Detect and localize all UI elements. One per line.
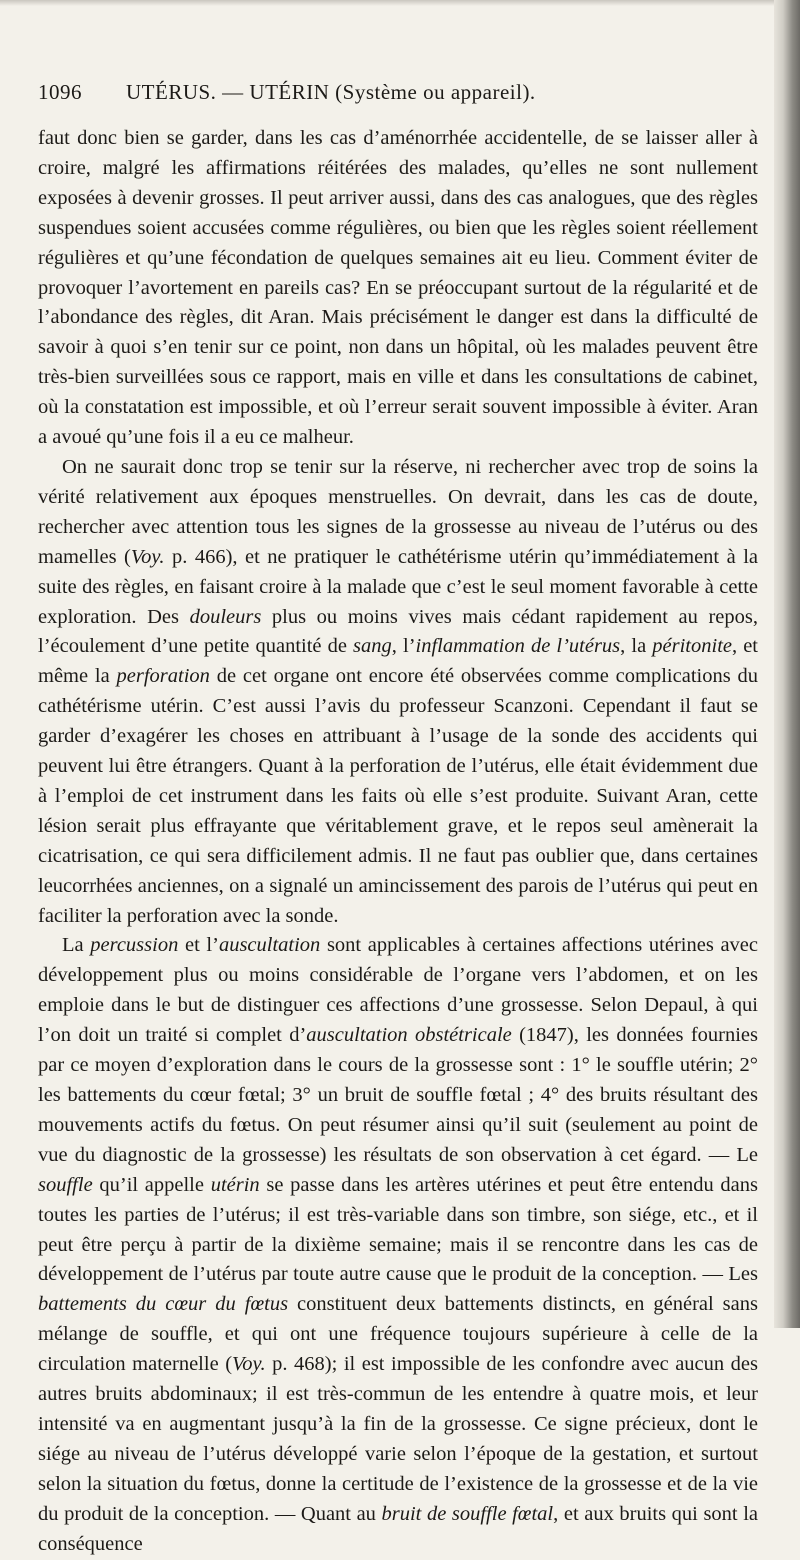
italic-run: percussion <box>90 934 179 957</box>
running-head: UTÉRUS. — UTÉRIN (Système ou appareil). <box>126 80 536 104</box>
text-run: On ne saurait donc trop se tenir sur la réserve, ni rechercher avec trop de soins la vérité relativement aux époques menstruelles. On devrait, dans les cas de doute, rechercher avec attention tous les signes de la grossesse au niveau de l’utérus ou des mamelles ( <box>38 455 758 568</box>
italic-run: auscultation obstétricale <box>306 1024 512 1047</box>
text-run: faut donc bien se garder, dans les cas d’aménorrhée accidentelle, de se laisser aller à croire, malgré les affirmations réitérées des malades, qu’elles ne sont nullement exposées à devenir grosses. Il peut arriver aussi, dans des cas analogues, que des règles suspendues soient accusées comme régulières, ou bien que les règles soient réellement régulières et qu’une fécondation de quelques semaines ait eu lieu. Comment éviter de provoquer l’avortement en pareils cas? En se préoccupant surtout de la régularité et de l’abondance des règles, dit Aran. Mais précisément le danger est dans la difficulté de savoir à quoi s’en tenir sur ce point, non dans un hôpital, où les malades peuvent être très-bien surveillées sous ce rapport, mais en ville et dans les consultations de cabinet, où la constatation est impossible, et où l’erreur serait souvent impossible à éviter. Aran a avoué qu’une fois il a eu ce malheur. <box>38 127 758 449</box>
italic-run: perforation <box>116 665 210 688</box>
text-run: constituent deux battements distincts, en général sans mélange de souffle, et qui ont une fréquence toujours supérieure à celle de la circulation maternelle ( <box>38 1293 758 1376</box>
text-run: (1847), les données fournies par ce moyen d’exploration dans le cours de la grossesse sont : 1° le souffle utérin; 2° les battements du cœur fœtal; 3° un bruit de souffle fœtal ; 4° des bruits résultant des mouvements actifs du fœtus. On peut résumer ainsi qu’il suit (seulement au point de vue du diagnostic de la grossesse) les résultats de son observation à cet égard. — Le <box>38 1024 759 1166</box>
italic-run: péritonite <box>652 635 732 658</box>
text-run: , et même la <box>38 635 759 688</box>
italic-run: utérin <box>210 1173 260 1196</box>
paragraph-3 <box>38 931 758 1559</box>
text-run: , et aux bruits qui sont la conséquence <box>38 1502 758 1555</box>
italic-run: Voy. <box>130 545 165 568</box>
page-header <box>38 80 758 110</box>
italic-run: battements du cœur du fœtus <box>38 1293 289 1316</box>
text-run: qu’il appelle <box>92 1173 211 1196</box>
italic-run: inflammation de l’utérus <box>415 635 621 658</box>
italic-run: sang <box>353 635 392 658</box>
text-run: plus ou moins vives mais cédant rapidement au repos, l’écoulement d’une petite quantité de <box>38 605 758 658</box>
italic-run: bruit de souffle fœtal <box>381 1502 554 1525</box>
text-run: , l’ <box>391 635 416 658</box>
paragraph-1 <box>38 124 758 453</box>
text-run: La <box>62 934 91 957</box>
text-run: sont applicables à certaines affections utérines avec développement plus ou moins considérable de l’organe vers l’abdomen, et on les emploie dans le but de distinguer ces affections d’une grossesse. Selon Depaul, à qui l’on doit un traité si complet d’ <box>38 934 758 1047</box>
italic-run: douleurs <box>189 605 262 628</box>
italic-run: souffle <box>38 1173 93 1196</box>
page-binding-edge <box>774 0 800 1328</box>
page-top-edge <box>0 0 800 6</box>
text-run: p. 468); il est impossible de les confondre avec aucun des autres bruits abdominaux; il est très-commun de les entendre à quatre mois, et leur intensité va en augmentant jusqu’à la fin de la grossesse. Ce signe précieux, dont le siége au niveau de l’utérus développé varie selon l’époque de la gestation, et surtout selon la situation du fœtus, donne la certitude de l’existence de la grossesse et de la vie du produit de la conception. — Quant au <box>38 1353 758 1525</box>
text-run: se passe dans les artères utérines et peut être entendu dans toutes les parties de l’utérus; il est très-variable dans son timbre, son siége, etc., et il peut être perçu à partir de la dixième semaine; mais il se rencontre dans les cas de développement de l’utérus par toute autre cause que le produit de la conception. — Les <box>38 1173 759 1286</box>
text-run: de cet organe ont encore été observées comme complications du cathétérisme utérin. C’est aussi l’avis du professeur Scanzoni. Cependant il faut se garder d’exagérer les choses en attribuant à l’usage de la sonde des accidents qui peuvent lui être étrangers. Quant à la perforation de l’utérus, elle était évidemment due à l’emploi de cet instrument dans les faits où elle s’est produite. Suivant Aran, cette lésion serait plus effrayante que véritablement grave, et le repos seul amènerait la cicatrisation, ce qui sera difficilement admis. Il ne faut pas oublier que, dans certaines leucorrhées anciennes, on a signalé un amincissement des parois de l’utérus qui peut en faciliter la perforation avec la sonde. <box>38 665 758 927</box>
paragraph-2 <box>38 453 758 932</box>
body-text <box>38 124 758 1560</box>
italic-run: auscultation <box>218 934 321 957</box>
italic-run: Voy. <box>232 1353 266 1376</box>
text-run: , la <box>620 635 653 658</box>
text-run: et l’ <box>178 934 219 957</box>
text-run: p. 466), et ne pratiquer le cathétérisme utérin qu’immédiatement à la suite des règles, en faisant croire à la malade que c’est le seul moment favorable à cette exploration. Des <box>38 545 758 628</box>
page-number: 1096 <box>38 80 82 104</box>
